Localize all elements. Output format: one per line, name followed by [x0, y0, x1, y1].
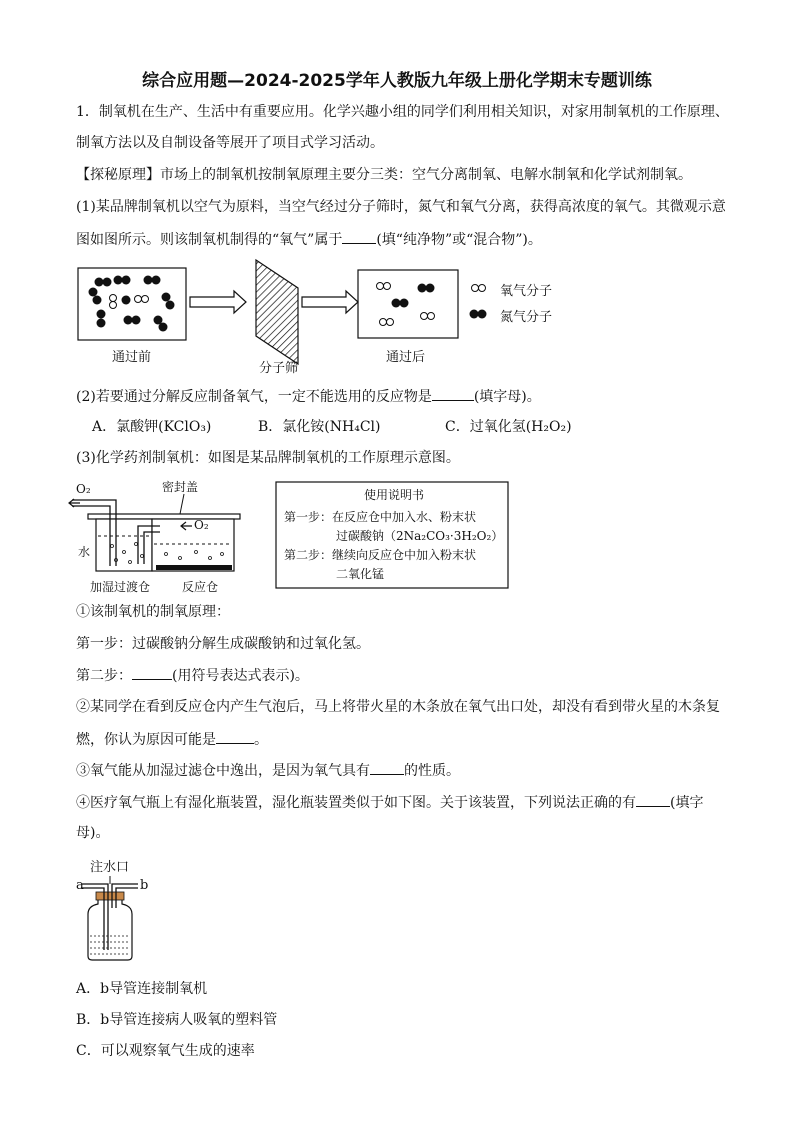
sub3-text-b: 的性质。 [404, 763, 460, 779]
q1-intro-line1: 1．制氧机在生产、生活中有重要应用。化学兴趣小组的同学们利用相关知识，对家用制氧机的工作原理、 [76, 104, 729, 120]
q1-intro-line2: 制氧方法以及自制设备等展开了项目式学习活动。 [76, 135, 384, 151]
sub4-text-b: (填字 [670, 795, 704, 811]
sub2-line2 [76, 729, 268, 750]
bottle [88, 898, 132, 960]
option-c: C．过氧化氢(H₂O₂) [445, 419, 572, 435]
sub1-step2 [76, 665, 309, 686]
sub1-line: ①该制氧机的制氧原理： [76, 604, 230, 620]
answer-blank-4[interactable] [216, 729, 254, 744]
after-nitrogen-molecules [392, 284, 435, 308]
sub4-text-a: ④医疗氧气瓶上有湿化瓶装置，湿化瓶装置类似于如下图。关于该装置，下列说法正确的有 [76, 795, 636, 811]
answer-blank-2[interactable] [432, 386, 474, 401]
part2-line [76, 386, 541, 407]
answer-blank-5[interactable] [370, 760, 404, 775]
arrow-right-icon [190, 291, 246, 313]
sub4-line1 [76, 792, 703, 813]
explore-principle: 【探秘原理】市场上的制氧机按制氧原理主要分三类：空气分离制氧、电解水制氧和化学试剂制氧。 [76, 167, 692, 183]
part2-text-b: (填字母)。 [473, 389, 541, 405]
sub2-line1: ②某同学在看到反应仓内产生气泡后，马上将带火星的木条放在氧气出口处，却没有看到带火星的木条复 [76, 699, 720, 715]
sub2-text-b: 。 [254, 732, 268, 748]
page-title: 综合应用题—2024-2025学年人教版九年级上册化学期末专题训练 [142, 71, 652, 91]
answer-blank-6[interactable] [636, 792, 670, 807]
powder [156, 565, 232, 570]
sieve-icon [256, 260, 298, 364]
manual-step1b: 过碳酸钠（2Na₂CO₃·3H₂O₂） [336, 529, 504, 543]
answer-option-a: A．b导管连接制氧机 [76, 981, 208, 997]
humidify-label: 加湿过渡仓 [90, 580, 151, 594]
sub1-step1: 第一步：过碳酸钠分解生成碳酸钠和过氧化氢。 [76, 636, 370, 652]
sub1-step2-a: 第二步： [76, 668, 132, 684]
option-a: A．氯酸钾(KClO₃) [92, 419, 212, 435]
part1-text-b: (填“纯净物”或“混合物”)。 [376, 232, 542, 248]
part3-line: (3)化学药剂制氧机：如图是某品牌制氧机的工作原理示意图。 [76, 450, 460, 466]
answer-blank-1[interactable] [342, 229, 376, 244]
before-molecules [89, 276, 175, 332]
o2-in-label: O₂ [194, 518, 209, 532]
manual-step2b: 二氧化锰 [336, 567, 385, 581]
sub1-step2-b: (用符号表达式表示)。 [172, 668, 309, 684]
part2-text-a: (2)若要通过分解反应制备氧气，一定不能选用的反应物是 [76, 389, 432, 405]
manual-step1a: 第一步：在反应仓中加入水、粉末状 [284, 510, 477, 524]
answer-option-c: C．可以观察氧气生成的速率 [76, 1043, 255, 1059]
tube-b-label: b [140, 878, 149, 893]
legend-oxygen-label: 氧气分子 [500, 284, 553, 299]
manual-step2a: 第二步：继续向反应仓中加入粉末状 [284, 548, 477, 562]
answer-option-b: B．b导管连接病人吸氧的塑料管 [76, 1012, 278, 1028]
sub3-text-a: ③氧气能从加湿过滤仓中逸出，是因为氧气具有 [76, 763, 370, 779]
arrow-right-icon [302, 291, 358, 313]
legend-oxygen-icon [472, 285, 486, 292]
option-b: B．氯化铵(NH₄Cl) [258, 419, 381, 435]
part1-line1: (1)某品牌制氧机以空气为原料，当空气经过分子筛时，氮气和氧气分离，获得高浓度的氧气。其微观示意 [76, 199, 726, 215]
inlet-label: 注水口 [90, 860, 130, 875]
stopper [96, 892, 124, 900]
seal-lid [88, 514, 240, 519]
seal-label: 密封盖 [162, 480, 199, 494]
water-label: 水 [78, 545, 91, 559]
label-before: 通过前 [112, 350, 152, 365]
sub2-text-a: 燃，你认为原因可能是 [76, 732, 216, 748]
reaction-label: 反应仓 [182, 580, 219, 594]
part1-line2 [76, 229, 542, 250]
sub4-line2: 母)。 [76, 825, 110, 841]
part1-text-a: 图如图所示。则该制氧机制得的“氧气”属于 [76, 232, 343, 248]
legend-nitrogen-label: 氮气分子 [500, 310, 553, 325]
manual-title: 使用说明书 [364, 488, 425, 502]
tube-a-label: a [76, 878, 84, 893]
sub3-line [76, 760, 460, 781]
label-sieve: 分子筛 [259, 361, 299, 376]
legend-nitrogen-icon [470, 310, 487, 319]
answer-blank-3[interactable] [132, 665, 172, 680]
label-after: 通过后 [386, 350, 426, 365]
reaction-chamber [152, 519, 234, 571]
o2-out-label: O₂ [76, 482, 91, 496]
